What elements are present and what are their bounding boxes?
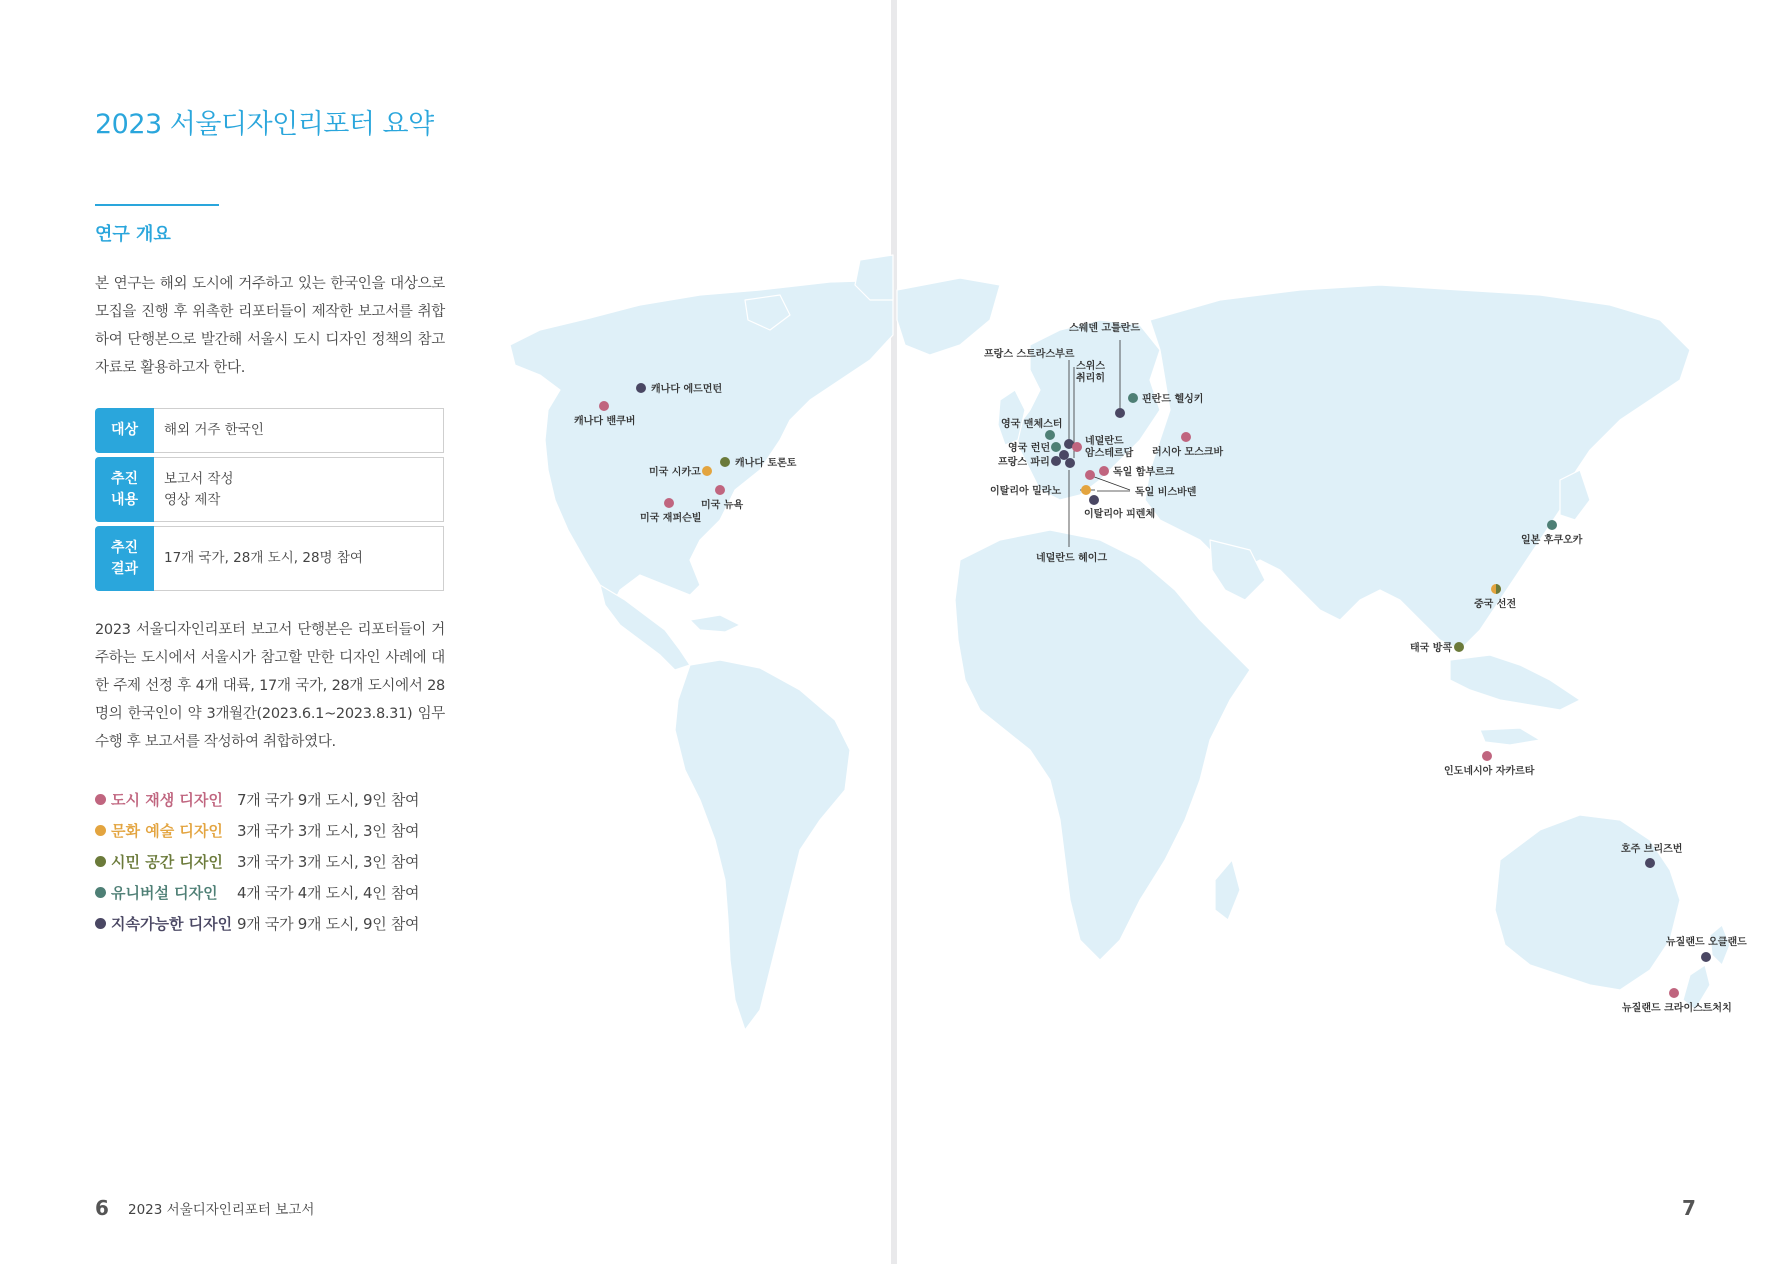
city-dot (1065, 458, 1075, 468)
city-dot (1099, 466, 1109, 476)
city-dot (1128, 393, 1138, 403)
city-dot (1482, 751, 1492, 761)
legend-name: 시민 공간 디자인 (111, 852, 223, 871)
city-dot (664, 498, 674, 508)
city-label: 미국 시카고 (649, 467, 701, 478)
city-dot (1081, 485, 1091, 495)
page-title: 2023 서울디자인리포터 요약 (95, 109, 434, 140)
city-dot (1547, 520, 1557, 530)
city-label: 핀란드 헬싱키 (1142, 394, 1204, 405)
city-label: 스위스 (1076, 361, 1105, 372)
legend-name: 도시 재생 디자인 (111, 790, 223, 809)
city-dot (599, 401, 609, 411)
summary-paragraph: 2023 서울디자인리포터 보고서 단행본은 리포터들이 거주하는 도시에서 서울시가 참고할 만한 디자인 사례에 대한 주제 선정 후 4개 대륙, 17개 국가, 28개 도시에서 28명의 한국인이 약 3개월간(2023.6.1~2023.8.31) 임무 수행 후 보고서를 작성하여 취합하였다. (95, 622, 445, 750)
city-dot (702, 466, 712, 476)
legend-name: 지속가능한 디자인 (111, 914, 233, 933)
info-value-text: 영상 제작 (164, 491, 221, 508)
info-label-text: 내용 (110, 491, 139, 508)
city-dot (1645, 858, 1655, 868)
city-label: 네덜란드 (1085, 436, 1124, 447)
city-dot (1115, 408, 1125, 418)
city-label: 스웨덴 고틀란드 (1069, 323, 1141, 334)
city-label: 프랑스 스트라스부르 (984, 349, 1075, 360)
legend-name: 문화 예술 디자인 (111, 821, 223, 840)
legend-detail: 7개 국가 9개 도시, 9인 참여 (237, 790, 420, 809)
info-label-text: 결과 (110, 560, 139, 577)
right-page-number: 7 (1682, 1196, 1696, 1220)
city-label: 캐나다 밴쿠버 (574, 416, 636, 427)
city-label: 독일 비스바덴 (1135, 487, 1197, 498)
city-dot (1669, 988, 1679, 998)
city-dot (1085, 470, 1095, 480)
city-label: 이탈리아 밀라노 (990, 486, 1062, 497)
city-dot (1701, 952, 1711, 962)
city-dot (720, 457, 730, 467)
info-label-text: 추진 (110, 470, 139, 487)
legend-detail: 3개 국가 3개 도시, 3인 참여 (237, 852, 420, 871)
city-label: 인도네시아 자카르타 (1444, 766, 1535, 777)
city-dot (1454, 642, 1464, 652)
city-label: 호주 브리즈번 (1621, 844, 1683, 855)
city-dot (1045, 430, 1055, 440)
city-dot (1089, 495, 1099, 505)
city-dot (636, 383, 646, 393)
city-label: 캐나다 에드먼턴 (651, 384, 723, 395)
city-label: 이탈리아 피렌체 (1084, 509, 1156, 520)
city-label: 미국 재퍼슨빌 (640, 513, 702, 524)
city-dot (1181, 432, 1191, 442)
info-label-text: 추진 (110, 539, 139, 556)
footer-report-title: 2023 서울디자인리포터 보고서 (128, 1202, 315, 1218)
legend-name: 유니버설 디자인 (111, 883, 218, 902)
info-label-text: 대상 (110, 422, 139, 438)
info-value-text: 17개 국가, 28개 도시, 28명 참여 (164, 550, 363, 566)
legend-detail: 9개 국가 9개 도시, 9인 참여 (237, 914, 420, 933)
city-label: 캐나다 토론토 (735, 458, 797, 469)
legend-detail: 4개 국가 4개 도시, 4인 참여 (237, 883, 420, 902)
intro-paragraph: 본 연구는 해외 도시에 거주하고 있는 한국인을 대상으로 모집을 진행 후 위촉한 리포터들이 제작한 보고서를 취합하여 단행본으로 발간해 서울시 도시 디자인 정책의 참고 자료로 활용하고자 한다. (95, 276, 445, 376)
info-value-text: 해외 거주 한국인 (164, 422, 264, 438)
city-label: 독일 함부르크 (1113, 467, 1175, 478)
city-label: 중국 선전 (1474, 599, 1517, 610)
city-dot (1051, 442, 1061, 452)
city-label: 태국 방콕 (1410, 643, 1453, 654)
city-label: 뉴질랜드 크라이스트처치 (1622, 1003, 1732, 1014)
city-dot (1051, 456, 1061, 466)
city-label: 러시아 모스크바 (1152, 447, 1224, 458)
info-value-text: 보고서 작성 (164, 470, 234, 487)
city-dot (1072, 442, 1082, 452)
section-title: 연구 개요 (95, 224, 171, 245)
city-label: 취리히 (1076, 373, 1105, 384)
city-label: 프랑스 파리 (998, 457, 1050, 468)
city-dot (715, 485, 725, 495)
legend-detail: 3개 국가 3개 도시, 3인 참여 (237, 821, 420, 840)
city-label: 일본 후쿠오카 (1521, 535, 1583, 546)
city-label: 미국 뉴욕 (701, 500, 744, 511)
city-label: 영국 런던 (1008, 443, 1051, 454)
city-label: 암스테르담 (1085, 448, 1134, 459)
left-page-number: 6 (95, 1196, 109, 1220)
city-label: 영국 맨체스터 (1001, 419, 1063, 430)
city-label: 네덜란드 헤이그 (1036, 553, 1108, 564)
city-label: 뉴질랜드 오클랜드 (1666, 937, 1747, 948)
city-dot (1059, 450, 1069, 460)
